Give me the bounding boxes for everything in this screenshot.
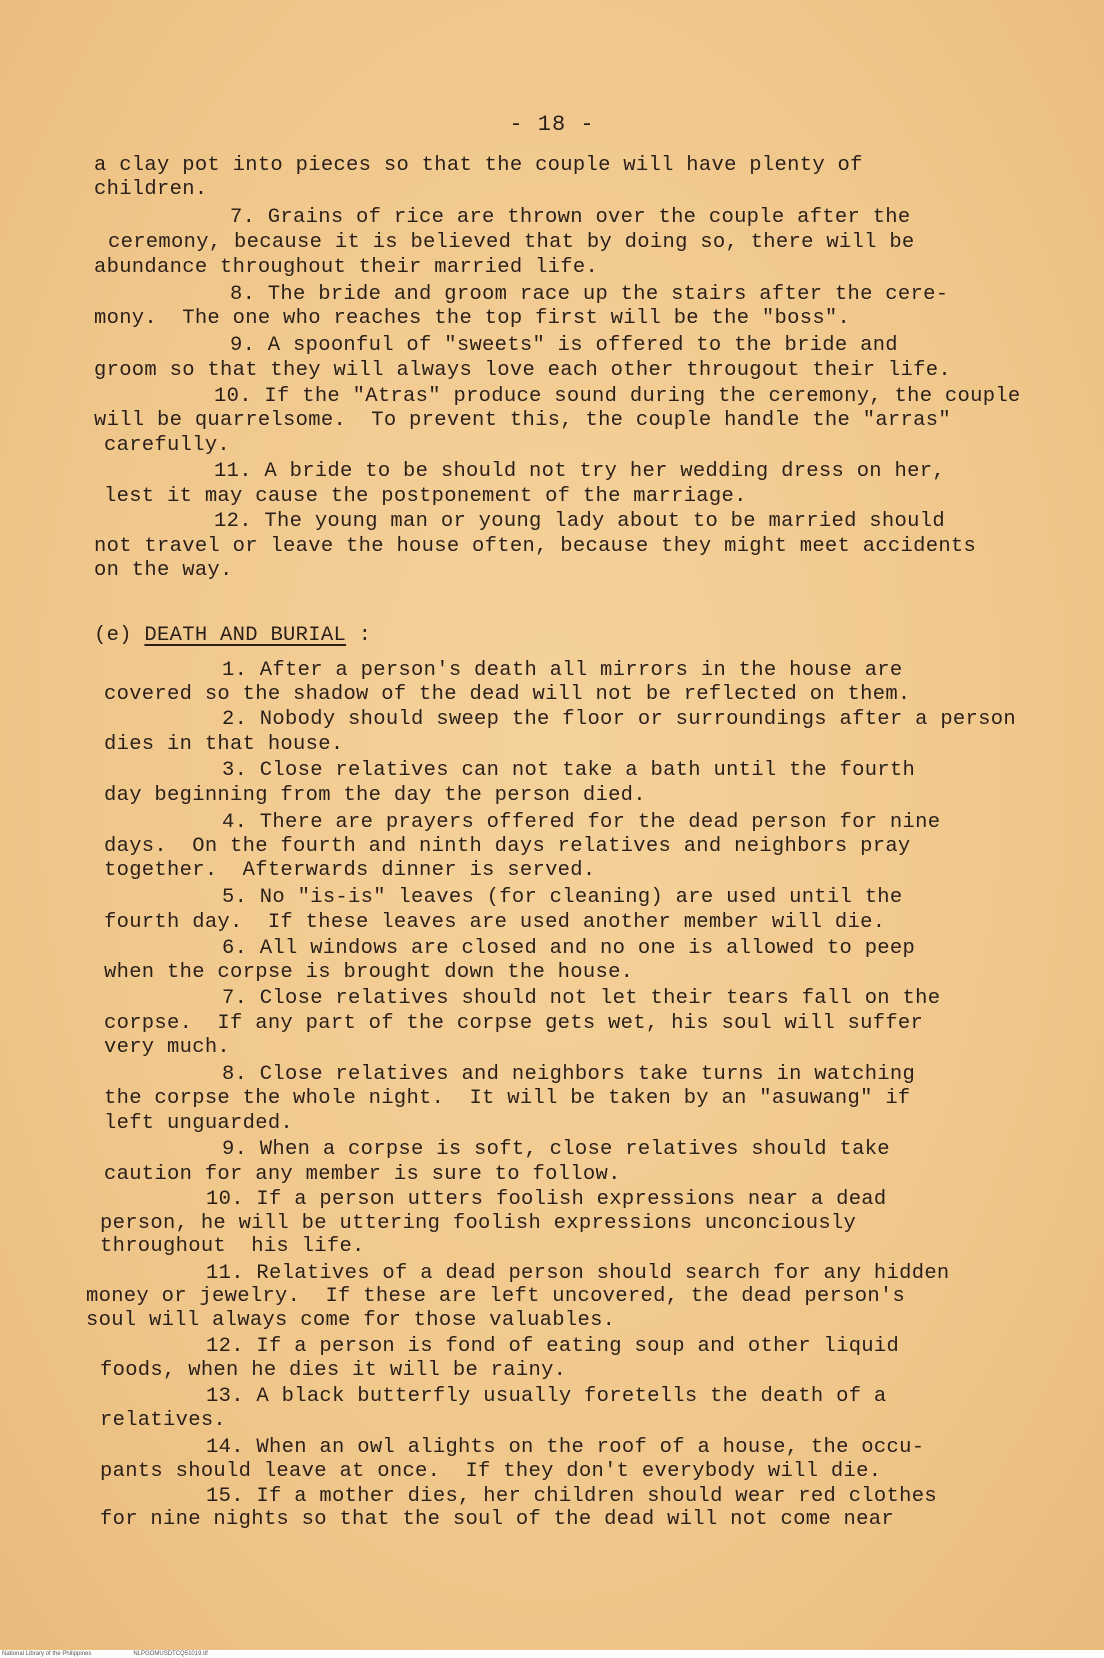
text-line: 9. A spoonful of "sweets" is offered to the bride and — [230, 334, 898, 357]
footer-library: National Library of the Philippines — [2, 1651, 92, 1657]
scan-footer — [0, 1650, 1104, 1658]
text-line: on the way. — [94, 559, 233, 582]
text-line: 11. A bride to be should not try her wedding dress on her, — [214, 460, 945, 483]
text-line: fourth day. If these leaves are used another member will die. — [104, 911, 886, 934]
text-line: corpse. If any part of the corpse gets wet, his soul will suffer — [104, 1012, 924, 1035]
text-line: when the corpse is brought down the house. — [104, 961, 634, 984]
text-line: 5. No "is-is" leaves (for cleaning) are used until the — [222, 886, 903, 909]
text-line: groom so that they will always love each other througout their life. — [94, 359, 951, 382]
text-line: 12. The young man or young lady about to be married should — [214, 510, 945, 533]
text-line: pants should leave at once. If they don't everybody will die. — [100, 1460, 882, 1483]
text-line: ceremony, because it is believed that by doing so, there will be — [108, 231, 915, 254]
text-line: 1. After a person's death all mirrors in the house are — [222, 659, 903, 682]
text-line: money or jewelry. If these are left uncovered, the dead person's — [86, 1285, 906, 1308]
text-line: will be quarrelsome. To prevent this, the couple handle the "arras" — [94, 409, 951, 432]
text-line: 7. Close relatives should not let their tears fall on the — [222, 987, 941, 1010]
text-line: dies in that house. — [104, 733, 344, 756]
text-line: day beginning from the day the person died. — [104, 784, 646, 807]
section-heading-suffix: : — [346, 624, 372, 647]
text-line: for nine nights so that the soul of the dead will not come near — [100, 1508, 894, 1531]
text-line: relatives. — [100, 1409, 227, 1432]
text-line: 10. If a person utters foolish expressions near a dead — [206, 1188, 887, 1211]
text-line: throughout his life. — [100, 1235, 365, 1258]
text-line: the corpse the whole night. It will be taken by an "asuwang" if — [104, 1087, 911, 1110]
text-line: caution for any member is sure to follow. — [104, 1163, 621, 1186]
text-line: person, he will be uttering foolish expressions unconciously — [100, 1212, 857, 1235]
text-line: 2. Nobody should sweep the floor or surroundings after a person — [222, 708, 1016, 731]
text-line: 14. When an owl alights on the roof of a house, the occu- — [206, 1436, 925, 1459]
section-heading-title: DEATH AND BURIAL — [144, 624, 347, 647]
text-line: lest it may cause the postponement of the marriage. — [104, 485, 747, 508]
text-line: 10. If the "Atras" produce sound during the ceremony, the couple — [214, 385, 1021, 408]
text-line: 7. Grains of rice are thrown over the couple after the — [230, 206, 911, 229]
text-line: foods, when he dies it will be rainy. — [100, 1359, 567, 1382]
text-line: together. Afterwards dinner is served. — [104, 859, 596, 882]
footer-filename: NLPGOMUSDTCQ51019.tif — [133, 1651, 208, 1657]
text-line: 9. When a corpse is soft, close relatives should take — [222, 1138, 890, 1161]
text-line: abundance throughout their married life. — [94, 256, 599, 279]
text-line: carefully. — [104, 434, 231, 457]
text-line: 8. The bride and groom race up the stairs after the cere- — [230, 283, 949, 306]
text-line: covered so the shadow of the dead will not be reflected on them. — [104, 683, 911, 706]
text-line: 6. All windows are closed and no one is allowed to peep — [222, 937, 916, 960]
text-line: a clay pot into pieces so that the couple will have plenty of — [94, 154, 863, 177]
text-line: not travel or leave the house often, because they might meet accidents — [94, 535, 977, 558]
text-line: 8. Close relatives and neighbors take turns in watching — [222, 1063, 916, 1086]
text-line: very much. — [104, 1036, 231, 1059]
text-line: 12. If a person is fond of eating soup and other liquid — [206, 1335, 900, 1358]
text-line: 11. Relatives of a dead person should search for any hidden — [206, 1262, 950, 1285]
text-line: 15. If a mother dies, her children should wear red clothes — [206, 1485, 937, 1508]
text-line: 3. Close relatives can not take a bath until the fourth — [222, 759, 916, 782]
text-line: children. — [94, 178, 208, 201]
text-line: left unguarded. — [104, 1112, 294, 1135]
section-heading-prefix: (e) — [94, 624, 145, 647]
text-line: days. On the fourth and ninth days relatives and neighbors pray — [104, 835, 911, 858]
section-heading — [94, 626, 371, 647]
page-number: - 18 - — [509, 112, 595, 137]
text-line: mony. The one who reaches the top first will be the "boss". — [94, 307, 851, 330]
text-line: 13. A black butterfly usually foretells the death of a — [206, 1385, 887, 1408]
text-line: 4. There are prayers offered for the dead person for nine — [222, 811, 941, 834]
text-line: soul will always come for those valuables. — [86, 1309, 616, 1332]
